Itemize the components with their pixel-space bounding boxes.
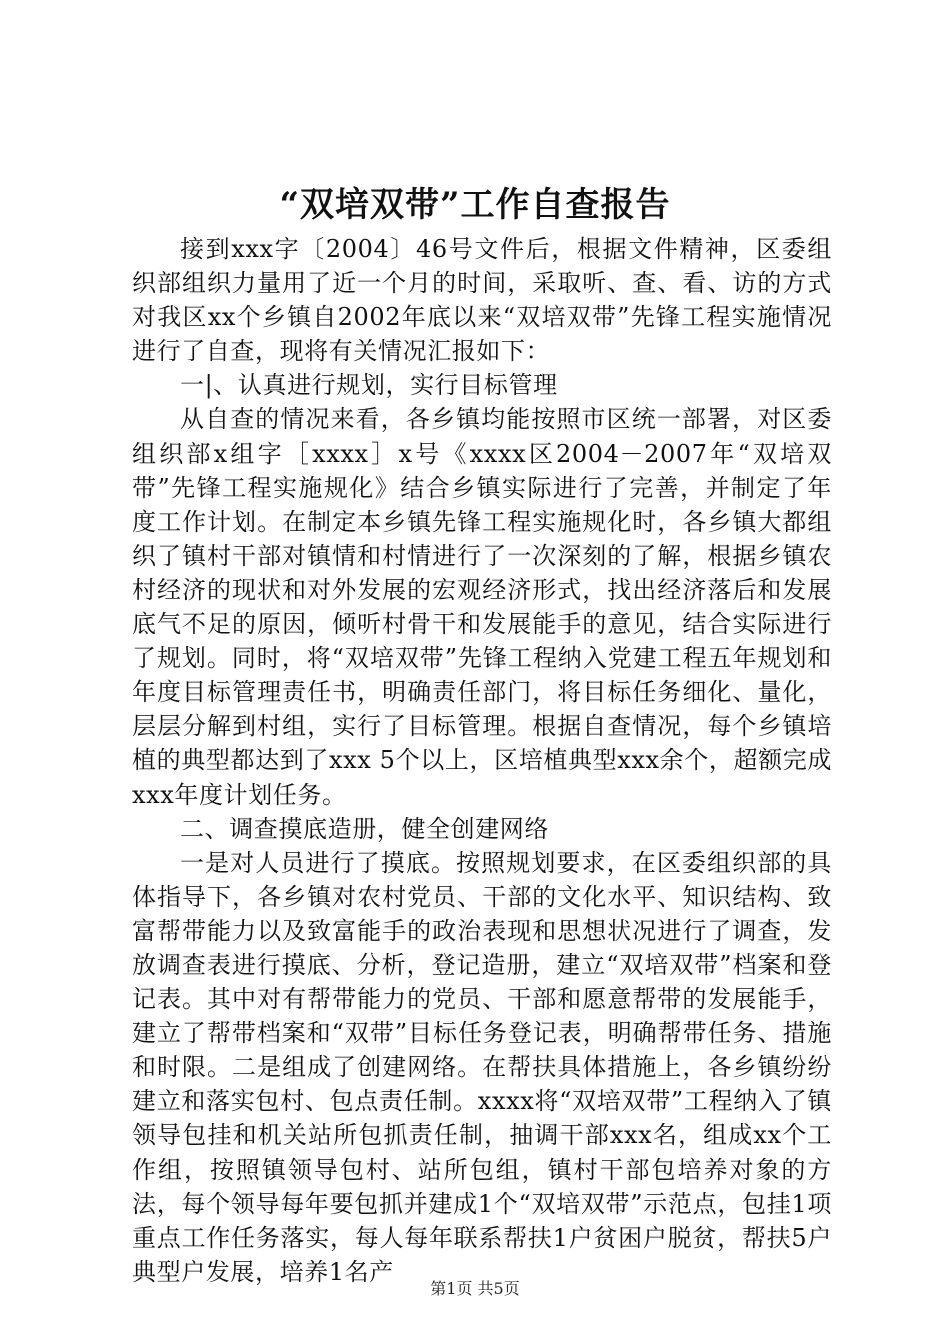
section-heading-2: 二、调查摸底造册，健全创建网络 [180,814,549,843]
paragraph-section-1: 从自查的情况来看，各乡镇均能按照市区统一部署，对区委组织部x组字［xxxx］x号《xxxx区2004－2007年“双培双带”先锋工程实施规化》结合乡镇实际进行了完善，并制定了年度工作计划。在制定本乡镇先锋工程实施规化时，各乡镇大都组织了镇村干部对镇情和村情进行了一次深刻的了解，根据乡镇农村经济的现状和对外发展的宏观经济形式，找出经济落后和发展底气不足的原因，倾听村骨干和发展能手的意见，结合实际进行了规划。同时，将“双培双带”先锋工程纳入党建工程五年规划和年度目标管理责任书，明确责任部门，将目标任务细化、量化，层层分解到村组，实行了目标管理。根据自查情况，每个乡镇培植的典型都达到了xxx 5个以上，区培植典型xxx余个，超额完成xxx年度计划任务。 [132,405,832,809]
section-heading-1: 一|、认真进行规划，实行目标管理 [180,371,558,400]
document-body [132,232,832,1289]
paragraph-section-2: 一是对人员进行了摸底。按照规划要求，在区委组织部的具体指导下，各乡镇对农村党员、干部的文化水平、知识结构、致富帮带能力以及致富能手的政治表现和思想状况进行了调查，发放调查表进行摸底、分析，登记造册，建立“双培双带”档案和登记表。其中对有帮带能力的党员、干部和愿意帮带的发展能手，建立了帮带档案和“双带”目标任务登记表，明确帮带任务、措施和时限。二是组成了创建网络。在帮扶具体措施上，各乡镇纷纷建立和落实包村、包点责任制。xxxx将“双培双带”工程纳入了镇领导包挂和机关站所包抓责任制，抽调干部xxx名，组成xx个工作组，按照镇领导包村、站所包组，镇村干部包培养对象的方法，每个领导每年要包抓并建成1个“双培双带”示范点，包挂1项重点工作任务落实，每人每年联系帮扶1户贫困户脱贫，帮扶5户典型户发展，培养1名产 [132,848,832,1286]
page-number-footer: 第1页 共5页 [430,1279,520,1298]
paragraph-intro: 接到xxx字〔2004〕46号文件后，根据文件精神，区委组织部组织力量用了近一个月的时间，采取听、查、看、访的方式对我区xx个乡镇自2002年底以来“双培双带”先锋工程实施情况进行了自查，现将有关情况汇报如下： [132,235,832,366]
document-title: “双培双带”工作自查报告 [279,185,671,225]
